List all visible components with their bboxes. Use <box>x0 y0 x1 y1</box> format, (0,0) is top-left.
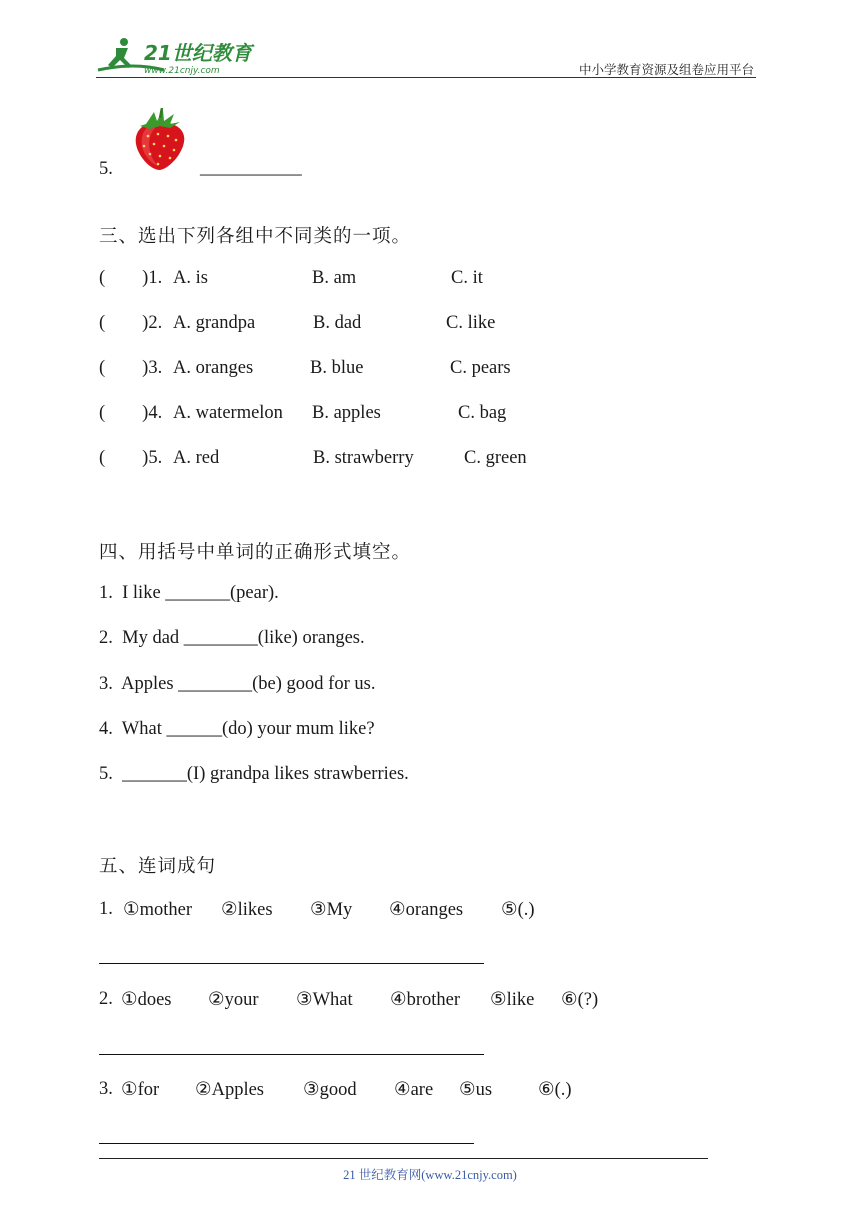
s5-item3-word: ③good <box>303 1080 357 1100</box>
s4-item1[interactable]: 1. I like _______(pear). <box>99 583 279 603</box>
section4-title: 四、用括号中单词的正确形式填空。 <box>99 542 412 563</box>
site-logo <box>94 36 258 78</box>
footer-text: 21 世纪教育网(www.21cnjy.com) <box>343 1168 517 1182</box>
s5-item2-number: 2. <box>99 989 113 1009</box>
s3-item3-paren[interactable]: ( )3. <box>99 358 163 378</box>
s3-item1-option-b: B. am <box>312 268 357 288</box>
s5-item1-word: ①mother <box>123 900 192 920</box>
s3-item3-option-b: B. blue <box>310 358 364 378</box>
s3-item3-option-a: A. oranges <box>173 358 254 378</box>
s5-item3-word: ①for <box>121 1080 160 1100</box>
s5-item3-word: ⑥(.) <box>538 1080 572 1100</box>
s5-item1-answer-line[interactable] <box>99 963 484 964</box>
s3-item4-option-b: B. apples <box>312 403 381 423</box>
s5-item3-number: 3. <box>99 1079 113 1099</box>
s5-item2-word: ⑥(?) <box>561 990 599 1010</box>
logo-text: 21世纪教育 <box>144 41 252 65</box>
header-divider <box>96 77 756 78</box>
s4-item2[interactable]: 2. My dad ________(like) oranges. <box>99 628 365 648</box>
s4-item4[interactable]: 4. What ______(do) your mum like? <box>99 719 375 739</box>
s3-item5-option-a: A. red <box>173 448 220 468</box>
s5-item2-word: ④brother <box>390 990 461 1010</box>
section3-title: 三、选出下列各组中不同类的一项。 <box>99 226 412 247</box>
strawberry-icon <box>130 108 188 172</box>
s5-item2-word: ③What <box>296 990 353 1010</box>
s3-item2-option-b: B. dad <box>313 313 362 333</box>
s3-item1-paren[interactable]: ( )1. <box>99 268 163 288</box>
s3-item4-option-a: A. watermelon <box>173 403 283 423</box>
footer-divider <box>99 1158 708 1159</box>
s5-item1-word: ④oranges <box>389 900 464 920</box>
s5-item3-word: ⑤us <box>459 1080 493 1100</box>
picture-answer-blank[interactable]: ___________ <box>200 158 302 178</box>
s3-item4-paren[interactable]: ( )4. <box>99 403 163 423</box>
s5-item2-word: ②your <box>208 990 259 1010</box>
s5-item3-answer-line[interactable] <box>99 1143 474 1144</box>
s5-item2-word: ①does <box>121 990 172 1010</box>
s5-item1-word: ③My <box>310 900 353 920</box>
s5-item3-word: ②Apples <box>195 1080 264 1100</box>
s5-item2-answer-line[interactable] <box>99 1054 484 1055</box>
s4-item5[interactable]: 5. _______(I) grandpa likes strawberries. <box>99 764 409 784</box>
s3-item1-option-c: C. it <box>451 268 483 288</box>
header-platform-text: 中小学教育资源及组卷应用平台 <box>578 62 754 77</box>
s4-item3[interactable]: 3. Apples ________(be) good for us. <box>99 674 376 694</box>
s5-item1-word: ⑤(.) <box>501 900 535 920</box>
s5-item1-number: 1. <box>99 899 113 919</box>
s3-item2-option-a: A. grandpa <box>173 313 256 333</box>
logo-url: www.21cnjy.com <box>144 66 220 76</box>
s3-item3-option-c: C. pears <box>450 358 511 378</box>
picture-question-number: 5. <box>99 159 113 179</box>
s3-item5-option-c: C. green <box>464 448 527 468</box>
s5-item1-word: ②likes <box>221 900 273 920</box>
s3-item5-option-b: B. strawberry <box>313 448 414 468</box>
s3-item2-paren[interactable]: ( )2. <box>99 313 163 333</box>
s5-item2-word: ⑤like <box>490 990 535 1010</box>
s3-item2-option-c: C. like <box>446 313 496 333</box>
s5-item3-word: ④are <box>394 1080 434 1100</box>
section5-title: 五、连词成句 <box>99 856 217 877</box>
s3-item5-paren[interactable]: ( )5. <box>99 448 163 468</box>
s3-item1-option-a: A. is <box>173 268 208 288</box>
s3-item4-option-c: C. bag <box>458 403 507 423</box>
